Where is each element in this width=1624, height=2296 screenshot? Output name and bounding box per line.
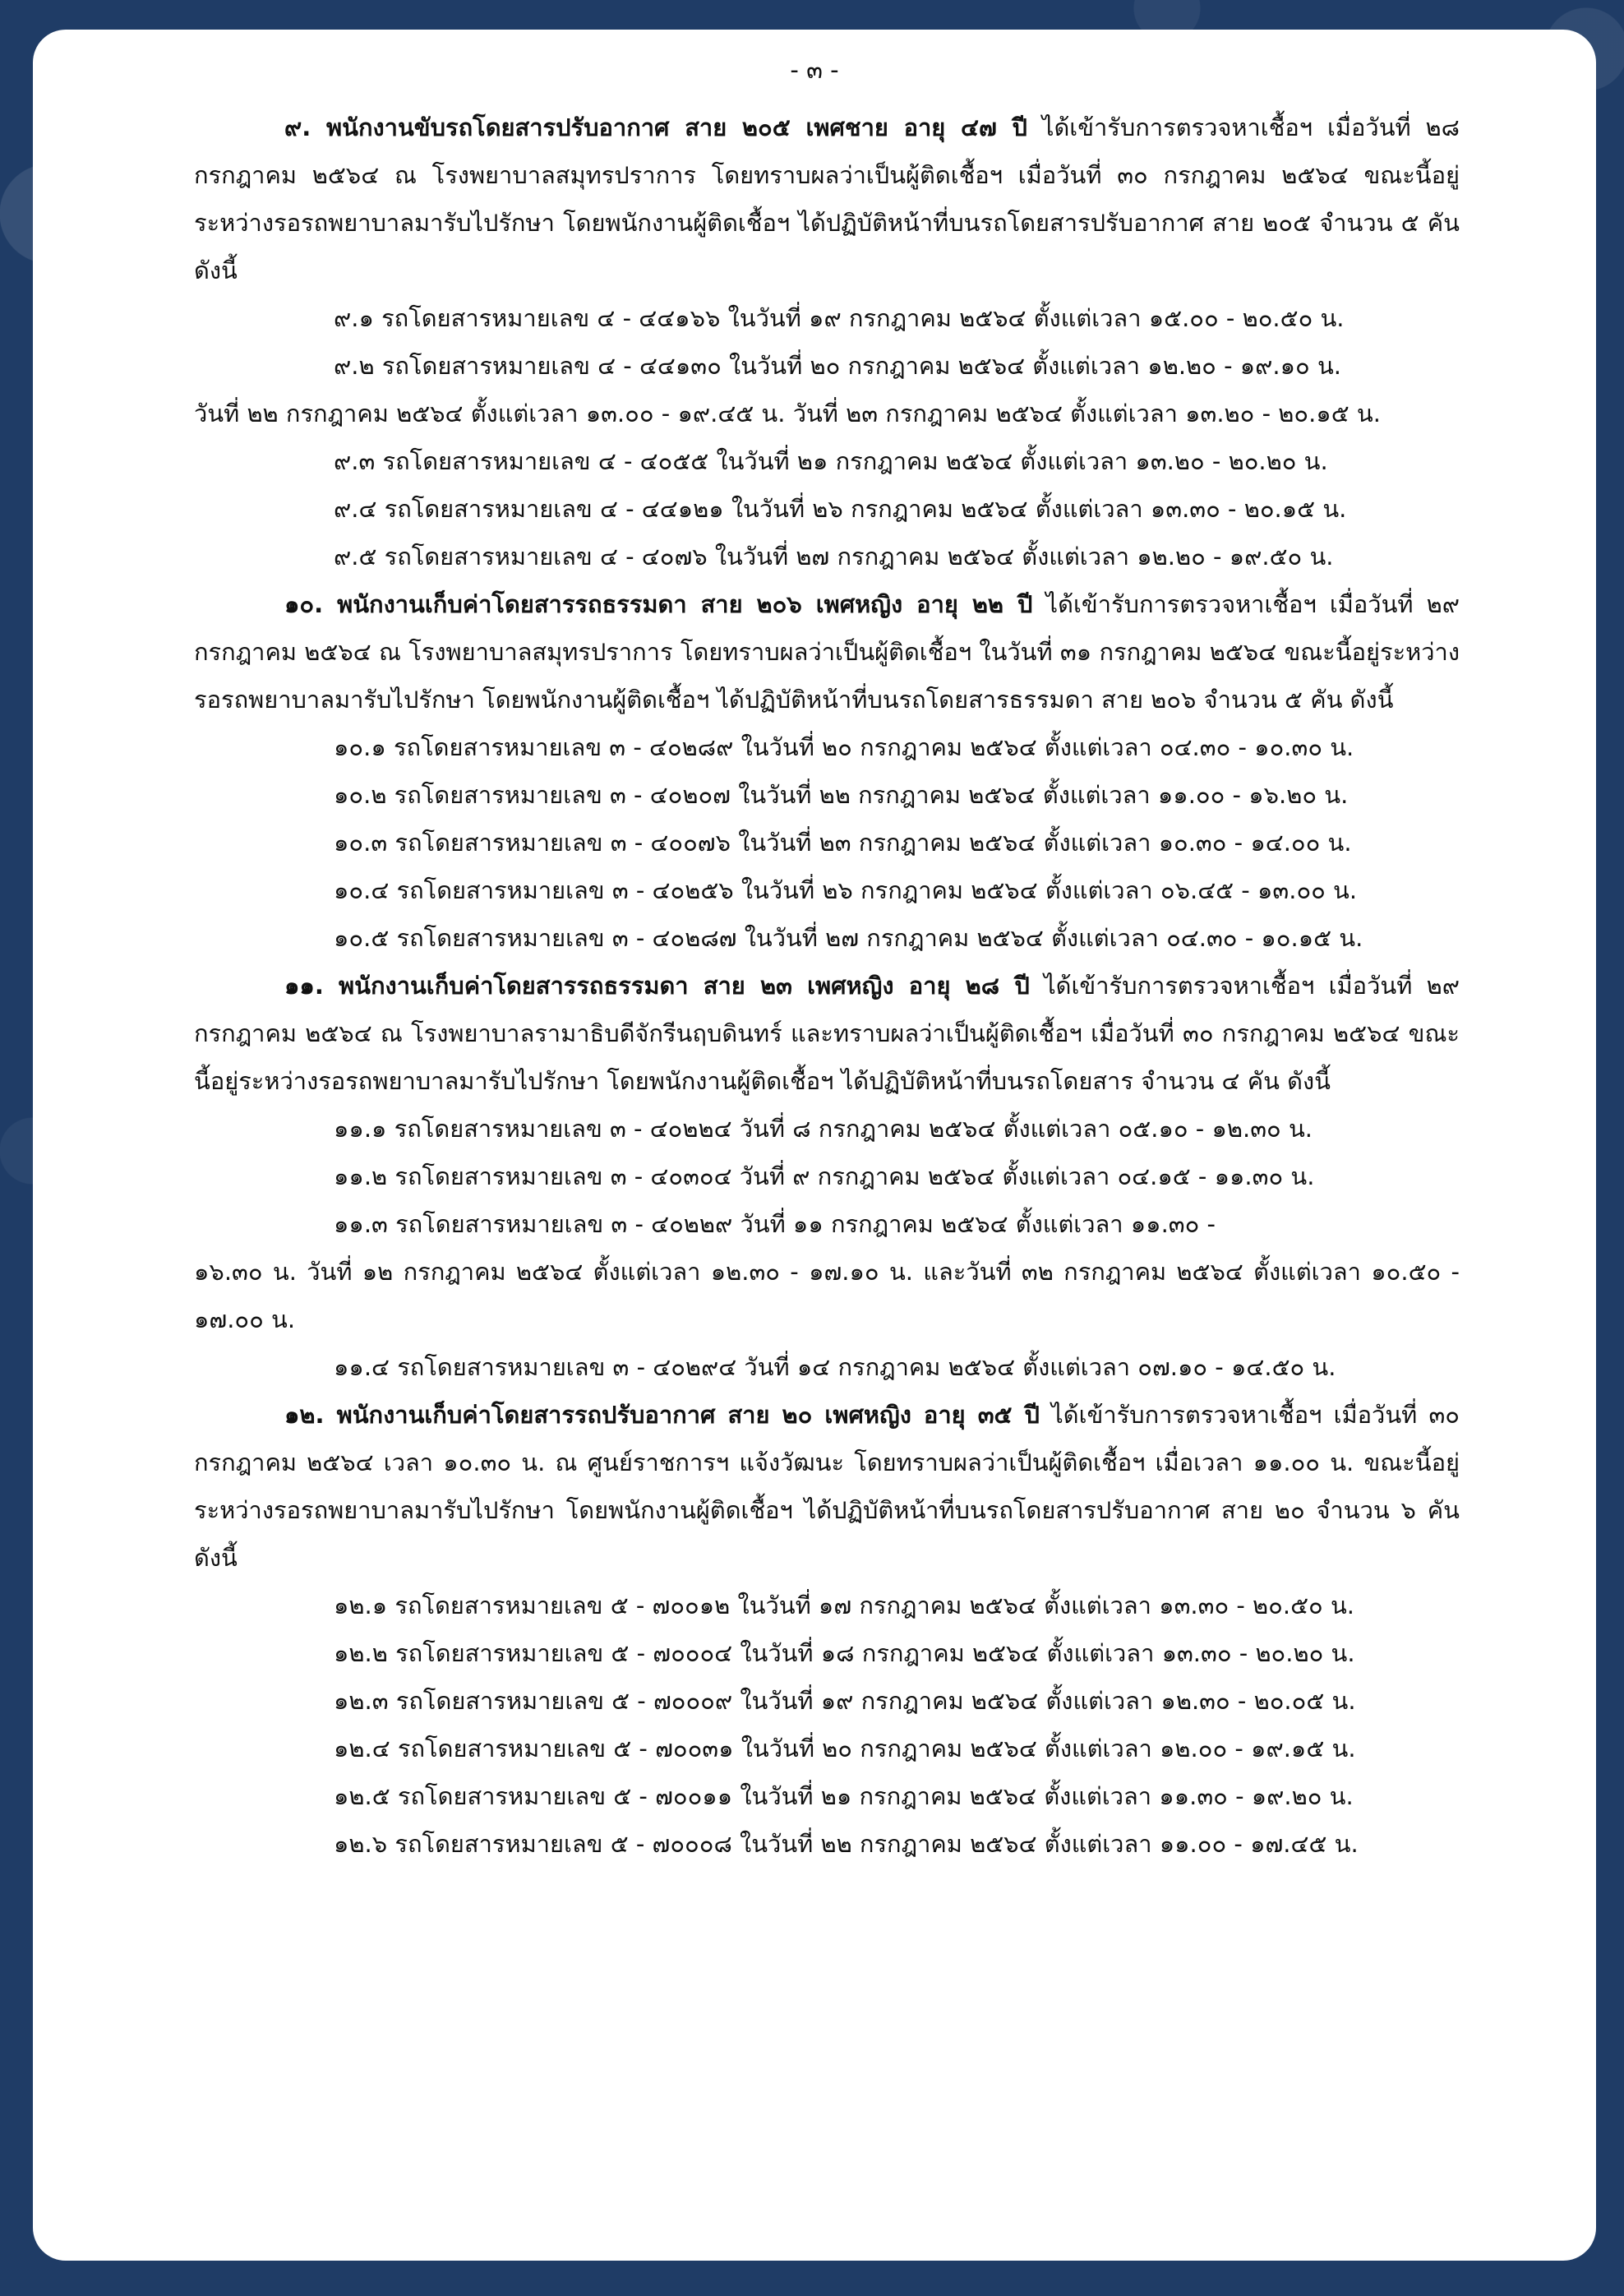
section-10-item-1: ๑๐.๑ รถโดยสารหมายเลข ๓ - ๔๐๒๘๙ ในวันที่ ๒๐ กรกฎาคม ๒๕๖๔ ตั้งแต่เวลา ๐๔.๓๐ - ๑๐.๓๐ น. — [334, 733, 1354, 761]
section-12-item-2: ๑๒.๒ รถโดยสารหมายเลข ๕ - ๗๐๐๐๔ ในวันที่ ๑๘ กรกฎาคม ๒๕๖๔ ตั้งแต่เวลา ๑๓.๓๐ - ๒๐.๒๐ น. — [334, 1639, 1355, 1667]
section-10-item-2: ๑๐.๒ รถโดยสารหมายเลข ๓ - ๔๐๒๐๗ ในวันที่ ๒๒ กรกฎาคม ๒๕๖๔ ตั้งแต่เวลา ๑๑.๐๐ - ๑๖.๒๐ น. — [334, 781, 1349, 809]
section-11-item-4: ๑๑.๔ รถโดยสารหมายเลข ๓ - ๔๐๒๙๔ วันที่ ๑๔ กรกฎาคม ๒๕๖๔ ตั้งแต่เวลา ๐๗.๑๐ - ๑๔.๕๐ น. — [334, 1353, 1336, 1381]
section-11-item-3-continued: ๑๖.๓๐ น. วันที่ ๑๒ กรกฎาคม ๒๕๖๔ ตั้งแต่เวลา ๑๒.๓๐ - ๑๗.๑๐ น. และวันที่ ๓๒ กรกฎาคม ๒๕๖๔ ตั้งแต่เวลา ๑๐.๕๐ - ๑๗.๐๐ น. — [194, 1258, 1460, 1333]
section-9-item-4: ๙.๔ รถโดยสารหมายเลข ๔ - ๔๔๑๒๑ ในวันที่ ๒๖ กรกฎาคม ๒๕๖๔ ตั้งแต่เวลา ๑๓.๓๐ - ๒๐.๑๕ น. — [334, 495, 1347, 523]
section-12-item-6: ๑๒.๖ รถโดยสารหมายเลข ๕ - ๗๐๐๐๘ ในวันที่ ๒๒ กรกฎาคม ๒๕๖๔ ตั้งแต่เวลา ๑๑.๐๐ - ๑๗.๔๕ น. — [334, 1830, 1359, 1858]
section-11-title: ๑๑. พนักงานเก็บค่าโดยสารรถธรรมดา สาย ๒๓ เพศหญิง อายุ ๒๘ ปี — [284, 972, 1030, 1000]
section-12-text: ได้เข้ารับการตรวจหาเชื้อฯ เมื่อวันที่ ๓๐ กรกฎาคม ๒๕๖๔ เวลา ๑๐.๓๐ น. ณ ศูนย์ราชการฯ แจ้งวัฒนะ โดยทราบผลว่าเป็นผู้ติดเชื้อฯ เมื่อเวลา ๑๑.๐๐ น. ขณะนี้อยู่ระหว่างรอรถพยาบาลมารับไปรักษา โดยพนักงานผู้ติดเชื้อฯ ได้ปฏิบัติหน้าที่บนรถโดยสารปรับอากาศ สาย ๒๐ จำนวน ๖ คัน ดังนี้ — [194, 1401, 1460, 1572]
section-11-item-3: ๑๑.๓ รถโดยสารหมายเลข ๓ - ๔๐๒๒๙ วันที่ ๑๑ กรกฎาคม ๒๕๖๔ ตั้งแต่เวลา ๑๑.๓๐ - — [334, 1210, 1216, 1238]
section-12-item-5: ๑๒.๕ รถโดยสารหมายเลข ๕ - ๗๐๐๑๑ ในวันที่ ๒๑ กรกฎาคม ๒๕๖๔ ตั้งแต่เวลา ๑๑.๓๐ - ๑๙.๒๐ น. — [334, 1782, 1354, 1810]
section-9-item-1: ๙.๑ รถโดยสารหมายเลข ๔ - ๔๔๑๖๖ ในวันที่ ๑๙ กรกฎาคม ๒๕๖๔ ตั้งแต่เวลา ๑๕.๐๐ - ๒๐.๕๐ น. — [334, 304, 1345, 332]
section-12-heading — [194, 1391, 1460, 1582]
document-page — [33, 30, 1596, 2261]
section-12-item-4: ๑๒.๔ รถโดยสารหมายเลข ๕ - ๗๐๐๓๑ ในวันที่ ๒๐ กรกฎาคม ๒๕๖๔ ตั้งแต่เวลา ๑๒.๐๐ - ๑๙.๑๕ น. — [334, 1735, 1356, 1762]
section-10-text: ได้เข้ารับการตรวจหาเชื้อฯ เมื่อวันที่ ๒๙ กรกฎาคม ๒๕๖๔ ณ โรงพยาบาลสมุทรปราการ โดยทราบผลว่าเป็นผู้ติดเชื้อฯ ในวันที่ ๓๑ กรกฎาคม ๒๕๖๔ ขณะนี้อยู่ระหว่างรอรถพยาบาลมารับไปรักษา โดยพนักงานผู้ติดเชื้อฯ ได้ปฏิบัติหน้าที่บนรถโดยสารธรรมดา สาย ๒๐๖ จำนวน ๕ คัน ดังนี้ — [194, 590, 1460, 714]
section-11-item-2: ๑๑.๒ รถโดยสารหมายเลข ๓ - ๔๐๓๐๔ วันที่ ๙ กรกฎาคม ๒๕๖๔ ตั้งแต่เวลา ๐๔.๑๕ - ๑๑.๓๐ น. — [334, 1162, 1315, 1190]
section-9-item-2: ๙.๒ รถโดยสารหมายเลข ๔ - ๔๔๑๓๐ ในวันที่ ๒๐ กรกฎาคม ๒๕๖๔ ตั้งแต่เวลา ๑๒.๒๐ - ๑๙.๑๐ น. — [334, 352, 1341, 380]
section-9-heading — [194, 104, 1460, 294]
section-10-item-5: ๑๐.๕ รถโดยสารหมายเลข ๓ - ๔๐๒๘๗ ในวันที่ ๒๗ กรกฎาคม ๒๕๖๔ ตั้งแต่เวลา ๐๔.๓๐ - ๑๐.๑๕ น. — [334, 924, 1363, 952]
section-9-title: ๙. พนักงานขับรถโดยสารปรับอากาศ สาย ๒๐๕ เพศชาย อายุ ๔๗ ปี — [284, 113, 1027, 141]
section-10-heading — [194, 580, 1460, 723]
section-12-item-3: ๑๒.๓ รถโดยสารหมายเลข ๕ - ๗๐๐๐๙ ในวันที่ ๑๙ กรกฎาคม ๒๕๖๔ ตั้งแต่เวลา ๑๒.๓๐ - ๒๐.๐๕ น. — [334, 1687, 1356, 1715]
section-9-text: ได้เข้ารับการตรวจหาเชื้อฯ เมื่อวันที่ ๒๘ กรกฎาคม ๒๕๖๔ ณ โรงพยาบาลสมุทรปราการ โดยทราบผลว่าเป็นผู้ติดเชื้อฯ เมื่อวันที่ ๓๐ กรกฎาคม ๒๕๖๔ ขณะนี้อยู่ระหว่างรอรถพยาบาลมารับไปรักษา โดยพนักงานผู้ติดเชื้อฯ ได้ปฏิบัติหน้าที่บนรถโดยสารปรับอากาศ สาย ๒๐๕ จำนวน ๕ คัน ดังนี้ — [194, 113, 1460, 284]
page-number: - ๓ - — [790, 56, 839, 84]
section-12-item-1: ๑๒.๑ รถโดยสารหมายเลข ๕ - ๗๐๐๑๒ ในวันที่ ๑๗ กรกฎาคม ๒๕๖๔ ตั้งแต่เวลา ๑๓.๓๐ - ๒๐.๕๐ น. — [334, 1591, 1354, 1619]
document-body — [194, 104, 1460, 1868]
section-9-item-3: ๙.๓ รถโดยสารหมายเลข ๔ - ๔๐๕๕ ในวันที่ ๒๑ กรกฎาคม ๒๕๖๔ ตั้งแต่เวลา ๑๓.๒๐ - ๒๐.๒๐ น. — [334, 447, 1328, 475]
section-9-item-5: ๙.๕ รถโดยสารหมายเลข ๔ - ๔๐๗๖ ในวันที่ ๒๗ กรกฎาคม ๒๕๖๔ ตั้งแต่เวลา ๑๒.๒๐ - ๑๙.๕๐ น. — [334, 543, 1334, 571]
section-9-item-2-continued: วันที่ ๒๒ กรกฎาคม ๒๕๖๔ ตั้งแต่เวลา ๑๓.๐๐ - ๑๙.๔๕ น. วันที่ ๒๓ กรกฎาคม ๒๕๖๔ ตั้งแต่เวลา ๑๓.๒๐ - ๒๐.๑๕ น. — [194, 400, 1381, 427]
section-11-heading — [194, 962, 1460, 1105]
section-11-item-1: ๑๑.๑ รถโดยสารหมายเลข ๓ - ๔๐๒๒๔ วันที่ ๘ กรกฎาคม ๒๕๖๔ ตั้งแต่เวลา ๐๕.๑๐ - ๑๒.๓๐ น. — [334, 1115, 1313, 1143]
section-11-text: ได้เข้ารับการตรวจหาเชื้อฯ เมื่อวันที่ ๒๙ กรกฎาคม ๒๕๖๔ ณ โรงพยาบาลรามาธิบดีจักรีนฤบดินทร์ และทราบผลว่าเป็นผู้ติดเชื้อฯ เมื่อวันที่ ๓๐ กรกฎาคม ๒๕๖๔ ขณะนี้อยู่ระหว่างรอรถพยาบาลมารับไปรักษา โดยพนักงานผู้ติดเชื้อฯ ได้ปฏิบัติหน้าที่บนรถโดยสาร จำนวน ๔ คัน ดังนี้ — [194, 972, 1460, 1095]
section-10-item-3: ๑๐.๓ รถโดยสารหมายเลข ๓ - ๔๐๐๗๖ ในวันที่ ๒๓ กรกฎาคม ๒๕๖๔ ตั้งแต่เวลา ๑๐.๓๐ - ๑๔.๐๐ น. — [334, 829, 1352, 857]
section-12-title: ๑๒. พนักงานเก็บค่าโดยสารรถปรับอากาศ สาย ๒๐ เพศหญิง อายุ ๓๕ ปี — [284, 1401, 1040, 1429]
section-10-item-4: ๑๐.๔ รถโดยสารหมายเลข ๓ - ๔๐๒๕๖ ในวันที่ ๒๖ กรกฎาคม ๒๕๖๔ ตั้งแต่เวลา ๐๖.๔๕ - ๑๓.๐๐ น. — [334, 876, 1358, 904]
section-10-title: ๑๐. พนักงานเก็บค่าโดยสารรถธรรมดา สาย ๒๐๖ เพศหญิง อายุ ๒๒ ปี — [284, 590, 1033, 618]
